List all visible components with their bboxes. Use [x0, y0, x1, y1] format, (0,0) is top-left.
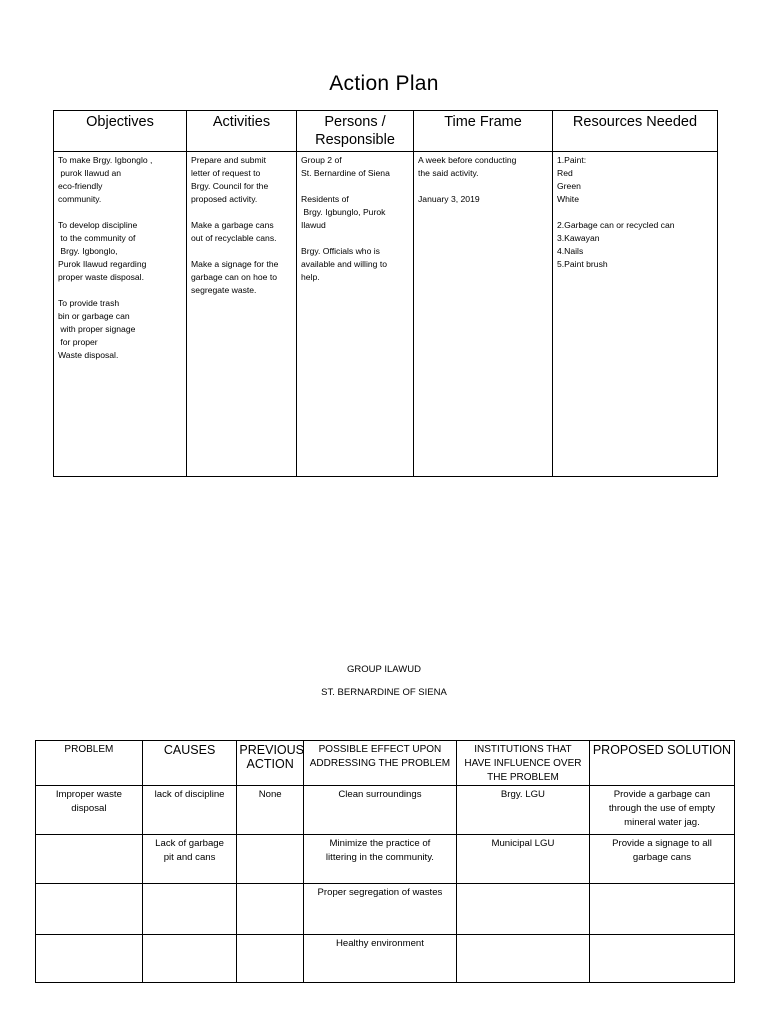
header-persons-responsible: Persons / Responsible	[297, 111, 414, 152]
cell-line: letter of request to	[191, 168, 261, 178]
proposed-solution-cell	[589, 884, 734, 935]
action-plan-table	[53, 110, 718, 477]
cell-line: Make a signage for the	[191, 259, 279, 269]
problem-row	[36, 835, 735, 884]
cell-line: to the community of	[58, 233, 136, 243]
page-title: Action Plan	[329, 72, 439, 95]
cell-line: A week before conducting	[418, 155, 517, 165]
cell-line: Brgy. Officials who is	[301, 246, 380, 256]
cell-line: Brgy. Council for the	[191, 181, 269, 191]
cell-line: with proper signage	[58, 324, 136, 334]
causes-cell: lack of discipline	[142, 786, 237, 835]
header-time-frame: Time Frame	[414, 111, 553, 152]
causes-cell	[142, 884, 237, 935]
causes-cell: Lack of garbage pit and cans	[142, 835, 237, 884]
possible-effect-cell: Proper segregation of wastes	[303, 884, 456, 935]
activities-cell	[187, 152, 297, 477]
problem-row	[36, 935, 735, 983]
cell-line: purok Ilawud an	[58, 168, 122, 178]
cell-line: Group 2 of	[301, 155, 342, 165]
cell-line: White	[557, 194, 579, 204]
group-name: GROUP ILAWUD	[347, 664, 421, 675]
cell-line	[301, 180, 410, 193]
cell-line: segregate waste.	[191, 285, 257, 295]
header-problem: PROBLEM	[36, 741, 143, 786]
cell-line: out of recyclable cans.	[191, 233, 277, 243]
problem-analysis-table	[35, 740, 735, 983]
cell-line: proposed activity.	[191, 194, 258, 204]
problem-header-row	[36, 741, 735, 786]
cell-line: the said activity.	[418, 168, 479, 178]
cell-line: Green	[557, 181, 581, 191]
proposed-solution-cell: Provide a signage to all garbage cans	[589, 835, 734, 884]
action-plan-header-row	[54, 111, 718, 152]
cell-line: Ilawud	[301, 220, 326, 230]
cell-line: To develop discipline	[58, 220, 138, 230]
previous-action-cell: None	[237, 786, 303, 835]
objectives-cell	[54, 152, 187, 477]
previous-action-cell	[237, 935, 303, 983]
cell-line: for proper	[58, 337, 98, 347]
problem-cell: Improper waste disposal	[36, 786, 143, 835]
action-plan-body-row	[54, 152, 718, 477]
previous-action-cell	[237, 884, 303, 935]
cell-line: To make Brgy. Igbonglo ,	[58, 155, 153, 165]
cell-line: Brgy. Igbunglo, Purok	[301, 207, 386, 217]
causes-cell	[142, 935, 237, 983]
proposed-solution-cell	[589, 935, 734, 983]
institutions-cell	[456, 884, 589, 935]
cell-line: To provide trash	[58, 298, 120, 308]
cell-line: Prepare and submit	[191, 155, 266, 165]
cell-line	[557, 206, 714, 219]
header-objectives: Objectives	[54, 111, 187, 152]
header-resources-needed: Resources Needed	[553, 111, 718, 152]
cell-line: Red	[557, 168, 573, 178]
cell-line: Brgy. Igbonglo,	[58, 246, 118, 256]
problem-cell	[36, 935, 143, 983]
cell-line	[301, 232, 410, 245]
problem-row	[36, 884, 735, 935]
header-institutions: INSTITUTIONS THAT HAVE INFLUENCE OVER THE PROBLEM	[456, 741, 589, 786]
cell-line: 5.Paint brush	[557, 259, 608, 269]
cell-line	[191, 245, 293, 258]
possible-effect-cell: Clean surroundings	[303, 786, 456, 835]
cell-line: eco-friendly	[58, 181, 103, 191]
cell-line: bin or garbage can	[58, 311, 130, 321]
cell-line	[58, 284, 183, 297]
cell-line: 3.Kawayan	[557, 233, 600, 243]
institutions-cell	[456, 935, 589, 983]
school-name: ST. BERNARDINE OF SIENA	[321, 687, 447, 698]
cell-line	[58, 206, 183, 219]
cell-line: 2.Garbage can or recycled can	[557, 220, 675, 230]
possible-effect-cell: Healthy environment	[303, 935, 456, 983]
problem-cell	[36, 835, 143, 884]
header-proposed-solution: PROPOSED SOLUTION	[589, 741, 734, 786]
resources-cell	[553, 152, 718, 477]
proposed-solution-cell: Provide a garbage can through the use of empty mineral water jag.	[589, 786, 734, 835]
header-activities: Activities	[187, 111, 297, 152]
cell-line: 4.Nails	[557, 246, 584, 256]
cell-line: Purok Ilawud regarding	[58, 259, 147, 269]
previous-action-cell	[237, 835, 303, 884]
cell-line: proper waste disposal.	[58, 272, 144, 282]
cell-line: 1.Paint:	[557, 155, 587, 165]
timeframe-cell	[414, 152, 553, 477]
cell-line: available and willing to	[301, 259, 387, 269]
persons-cell	[297, 152, 414, 477]
cell-line: Waste disposal.	[58, 350, 119, 360]
cell-line: garbage can on hoe to	[191, 272, 278, 282]
cell-line: January 3, 2019	[418, 194, 480, 204]
cell-line: community.	[58, 194, 102, 204]
cell-line	[191, 206, 293, 219]
possible-effect-cell: Minimize the practice of littering in the community.	[303, 835, 456, 884]
header-causes: CAUSES	[142, 741, 237, 786]
cell-line: help.	[301, 272, 320, 282]
problem-cell	[36, 884, 143, 935]
cell-line: St. Bernardine of Siena	[301, 168, 390, 178]
cell-line	[418, 180, 549, 193]
institutions-cell: Municipal LGU	[456, 835, 589, 884]
cell-line: Residents of	[301, 194, 349, 204]
header-possible-effect: POSSIBLE EFFECT UPON ADDRESSING THE PROBLEM	[303, 741, 456, 786]
header-previous-action: PREVIOUS ACTION	[237, 741, 303, 786]
cell-line: Make a garbage cans	[191, 220, 274, 230]
problem-row	[36, 786, 735, 835]
institutions-cell: Brgy. LGU	[456, 786, 589, 835]
